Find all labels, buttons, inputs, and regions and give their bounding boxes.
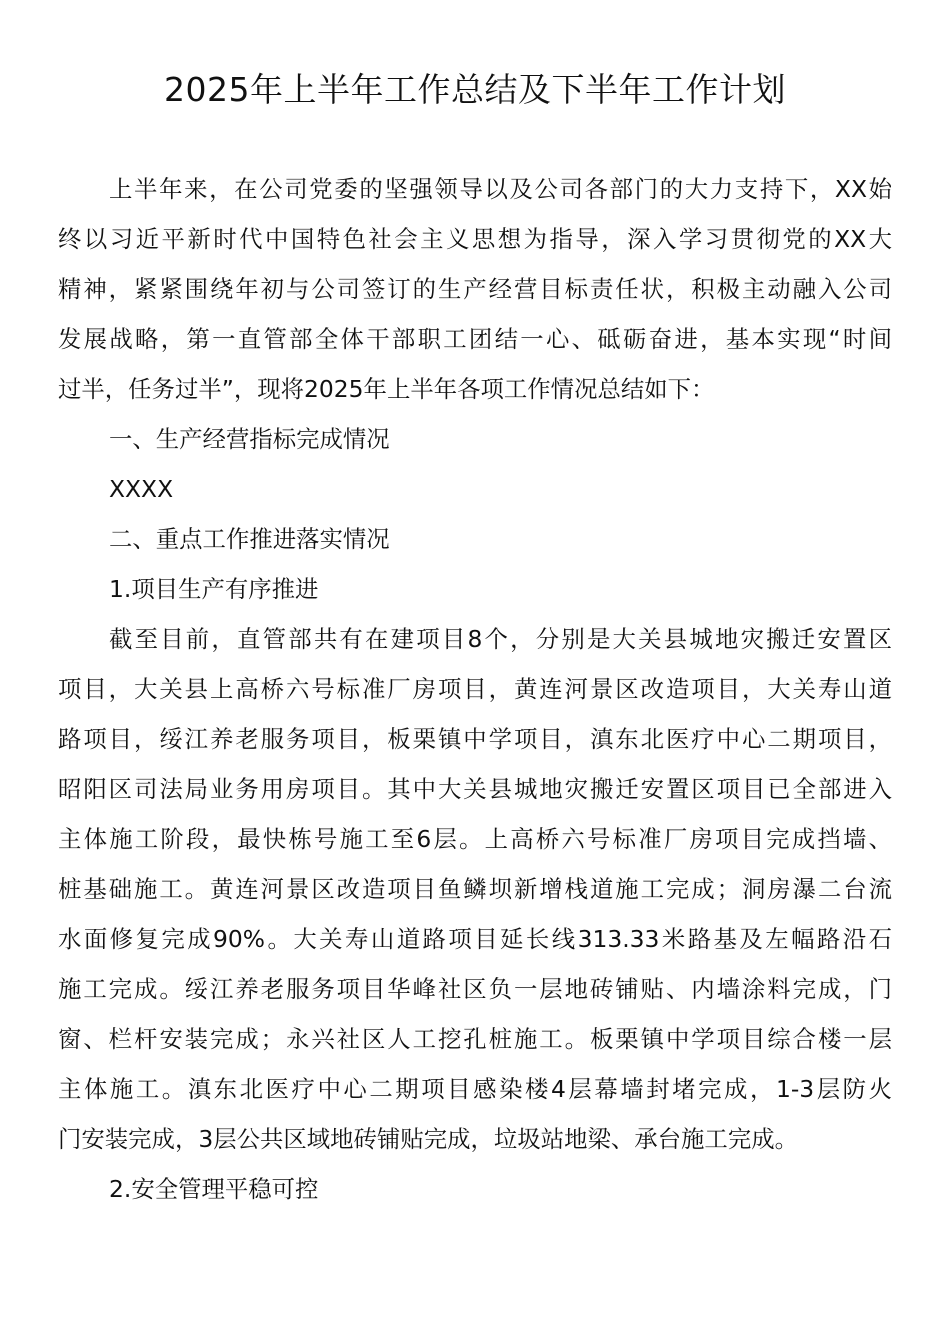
text-line: 门安装完成，3层公共区域地砖铺贴完成，垃圾站地梁、承台施工完成。: [58, 1125, 798, 1153]
text-line: 桩基础施工。黄连河景区改造项目鱼鳞坝新增栈道施工完成；洞房瀑二台流: [58, 875, 892, 903]
page-title: 2025年上半年工作总结及下半年工作计划: [164, 70, 786, 109]
subsection-1-paragraph: [58, 614, 892, 1164]
text-line: 施工完成。绥江养老服务项目华峰社区负一层地砖铺贴、内墙涂料完成，门: [58, 975, 892, 1003]
text-line: 终以习近平新时代中国特色社会主义思想为指导，深入学习贯彻党的XX大: [58, 225, 892, 253]
text-line: 昭阳区司法局业务用房项目。其中大关县城地灾搬迁安置区项目已全部进入: [58, 775, 892, 803]
text-line: 水面修复完成90%。大关寿山道路项目延长线313.33米路基及左幅路沿石: [58, 925, 892, 953]
text-line: 路项目，绥江养老服务项目，板栗镇中学项目，滇东北医疗中心二期项目，: [58, 725, 892, 753]
section-1-body: XXXX: [109, 475, 174, 503]
document-body: [58, 164, 892, 1214]
text-line: 精神，紧紧围绕年初与公司签订的生产经营目标责任状，积极主动融入公司: [58, 275, 892, 303]
text-line: 截至目前，直管部共有在建项目8个，分别是大关县城地灾搬迁安置区: [109, 625, 892, 653]
text-line: 发展战略，第一直管部全体干部职工团结一心、砥砺奋进，基本实现“时间: [58, 325, 892, 353]
text-line: 主体施工。滇东北医疗中心二期项目感染楼4层幕墙封堵完成，1-3层防火: [58, 1075, 892, 1103]
section-2-heading: 二、重点工作推进落实情况: [109, 525, 390, 553]
subsection-2-heading: 2.安全管理平稳可控: [109, 1175, 319, 1203]
section-1-heading: 一、生产经营指标完成情况: [109, 425, 390, 453]
intro-paragraph: [58, 164, 892, 414]
subsection-1-heading: 1.项目生产有序推进: [109, 575, 319, 603]
text-line: 主体施工阶段，最快栋号施工至6层。上高桥六号标准厂房项目完成挡墙、: [58, 825, 892, 853]
text-line: 窗、栏杆安装完成；永兴社区人工挖孔桩施工。板栗镇中学项目综合楼一层: [58, 1025, 892, 1053]
text-line: 上半年来，在公司党委的坚强领导以及公司各部门的大力支持下，XX始: [109, 175, 892, 203]
text-line: 项目，大关县上高桥六号标准厂房项目，黄连河景区改造项目，大关寿山道: [58, 675, 892, 703]
text-line: 过半，任务过半”，现将2025年上半年各项工作情况总结如下：: [58, 375, 715, 403]
